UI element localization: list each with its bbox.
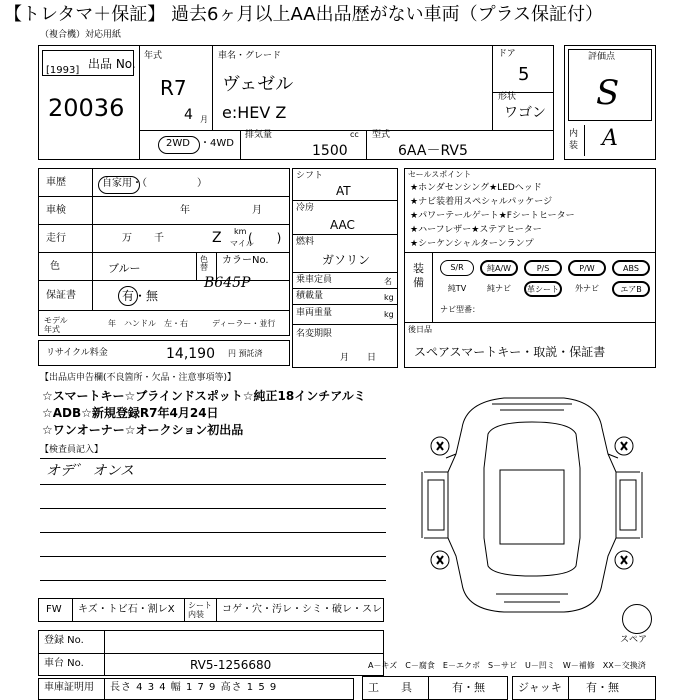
seller-notes-label: 【出品店申告欄(不良箇所・欠品・注意事項等)】 xyxy=(40,373,237,383)
after-items-value: スペアスマートキー・取説・保証書 xyxy=(414,345,606,359)
history-value: 自家用・（ ） xyxy=(102,178,207,189)
sales-item-1: ★ホンダセンシング★LEDヘッド xyxy=(410,183,542,193)
doors-value: 5 xyxy=(518,64,530,85)
certificate-dims: 長さ 4 3 4 幅 1 7 9 高さ 1 5 9 xyxy=(110,682,278,693)
equip-tv: 純TV xyxy=(447,284,467,293)
car-diagram xyxy=(404,388,660,620)
chassis-label: 車台 No. xyxy=(44,658,84,669)
navi-model-label: ナビ型番： xyxy=(440,305,480,314)
load-unit: kg xyxy=(384,293,394,302)
chassis-value: RV5-1256680 xyxy=(190,658,272,672)
mileage-km: km xyxy=(234,227,247,236)
jack-label: ジャッキ xyxy=(518,681,562,694)
seller-note-2: ☆ADB☆新規登録R7年4月24日 xyxy=(42,406,219,420)
score-label: 評価点 xyxy=(588,52,616,62)
color-label: 色 xyxy=(50,261,60,272)
seller-note-1: ☆スマートキー☆ブラインドスポット☆純正18インチアルミ xyxy=(42,389,366,403)
color-code: B645P xyxy=(204,275,251,291)
equip-leather: 革シート xyxy=(524,281,562,297)
mileage-z: Z xyxy=(212,230,222,246)
shape-label: 形状 xyxy=(498,92,517,102)
shift-label: シフト xyxy=(296,171,324,181)
mileage-label: 走行 xyxy=(46,233,66,244)
lot-bracket: [1993] xyxy=(46,65,80,76)
fw-text: キズ・トビ石・割レX xyxy=(78,604,175,615)
history-label: 車歴 xyxy=(46,177,66,188)
damage-legend: A－キズ C－腐食 E－エクボ S－サビ U－凹ミ W－補修 XX－交換済 xyxy=(368,661,646,670)
prev-name-unit: 月 日 xyxy=(340,353,377,363)
shape-value: ワゴン xyxy=(504,105,546,121)
shift-value: AT xyxy=(336,184,351,198)
equip-navi: 純ナビ xyxy=(487,284,511,293)
equip-abs: ABS xyxy=(612,260,650,276)
equip-ext-navi: 外ナビ xyxy=(575,284,599,293)
mileage-sen: 千 xyxy=(154,233,164,244)
score-value: S xyxy=(596,73,620,113)
weight-unit: kg xyxy=(384,310,394,319)
doors-label: ドア xyxy=(498,49,516,59)
seat-text: コゲ・穴・汚レ・シミ・破レ・スレ xyxy=(222,604,382,615)
mileage-man: 万 xyxy=(122,233,132,244)
capacity-unit: 名 xyxy=(384,277,392,286)
after-items-label: 後日品 xyxy=(408,325,432,334)
drive-sep: ・ xyxy=(200,138,210,149)
warranty-label: 保証書 xyxy=(46,290,76,301)
equip-sr: S/R xyxy=(440,260,474,276)
recycle-value: 14,190 xyxy=(166,346,215,362)
sales-item-4: ★ハーフレザー★ステアヒーター xyxy=(410,225,542,235)
equipment-label: 装備 xyxy=(413,262,424,289)
equip-pw: P/W xyxy=(568,260,606,276)
recycle-label: リサイクル料金 xyxy=(46,348,108,358)
registration-label: 登録 No. xyxy=(44,635,84,646)
sales-item-3: ★パワーテールゲート★Fシートヒーター xyxy=(410,211,575,221)
sales-item-5: ★シーケンシャルターンランプ xyxy=(410,239,534,249)
inspection-year: 年 xyxy=(180,205,190,216)
car-grade: e:HEV Z xyxy=(222,103,287,122)
interior-value: A xyxy=(602,126,618,151)
certificate-label: 車庫証明用 xyxy=(44,682,94,693)
displacement-value: 1500 xyxy=(312,143,348,159)
inspection-month: 月 xyxy=(252,205,262,216)
model-value: 6AA－RV5 xyxy=(398,143,468,159)
year-label: 年式 xyxy=(144,51,163,61)
equip-ps: P/S xyxy=(524,260,562,276)
sales-item-2: ★ナビ装着用スペシャルパッケージ xyxy=(410,197,553,207)
fw-label: FW xyxy=(46,604,62,615)
ac-value: AAC xyxy=(330,218,355,232)
ac-label: 冷房 xyxy=(296,203,315,213)
prev-name-label: 名変期限 xyxy=(296,329,333,339)
equip-airbag: エアB xyxy=(612,281,650,297)
lot-number: 20036 xyxy=(48,94,125,122)
fuel-label: 燃料 xyxy=(296,237,315,247)
fuel-value: ガソリン xyxy=(322,253,371,267)
color-change-label: 色替 xyxy=(200,255,208,272)
weight-label: 車両重量 xyxy=(296,308,333,318)
car-name-label: 車名・グレード xyxy=(218,51,282,61)
interior-label: 内装 xyxy=(569,129,579,151)
model-year-dealer: ディーラー・並行 xyxy=(212,319,276,328)
displacement-label: 排気量 xyxy=(245,130,273,140)
inspector-label: 【検査員記入】 xyxy=(40,445,104,455)
color-code-label: カラーNo. xyxy=(222,255,269,266)
drive-4wd: 4WD xyxy=(210,138,234,149)
load-label: 積載量 xyxy=(296,291,324,301)
sales-label: セールスポイント xyxy=(408,170,472,179)
seller-note-3: ☆ワンオーナー☆オークション初出品 xyxy=(42,423,244,437)
year-era: R7 xyxy=(160,76,187,100)
color-value: ブルー xyxy=(108,262,141,275)
model-year-label: モデル年式 xyxy=(44,316,68,334)
tools-value: 有・無 xyxy=(452,681,485,694)
car-name: ヴェゼル xyxy=(222,74,294,95)
mileage-paren: ( ) xyxy=(248,231,282,245)
tools-label: 工 具 xyxy=(368,681,412,694)
inspector-note: オデ゛ オンス xyxy=(46,463,135,479)
drive-2wd: 2WD xyxy=(166,138,190,149)
spare-circle xyxy=(622,604,652,634)
seat-label: シート内装 xyxy=(188,601,212,619)
jack-value: 有・無 xyxy=(586,681,619,694)
lot-label: 出品 No. xyxy=(88,57,136,71)
banner-title: 【トレタマ＋保証】 過去6ヶ月以上AA出品歴がない車両（プラス保証付） xyxy=(0,0,700,30)
spare-label: スペア xyxy=(620,635,648,645)
model-label: 型式 xyxy=(372,130,391,140)
capacity-label: 乗車定員 xyxy=(296,275,333,285)
sub-note: （複合機）対応用紙 xyxy=(40,30,122,40)
mileage-mile: マイル xyxy=(230,239,254,248)
displacement-unit: cc xyxy=(350,130,359,139)
equip-alloy: 純A/W xyxy=(480,260,518,276)
recycle-unit: 円 預託済 xyxy=(228,349,263,358)
inspection-label: 車検 xyxy=(46,205,66,216)
year-month: 4 xyxy=(184,107,193,123)
year-month-unit: 月 xyxy=(200,115,208,124)
model-year-handle: 年 ハンドル 左・右 xyxy=(108,319,188,328)
warranty-value: 有・無 xyxy=(122,289,159,303)
